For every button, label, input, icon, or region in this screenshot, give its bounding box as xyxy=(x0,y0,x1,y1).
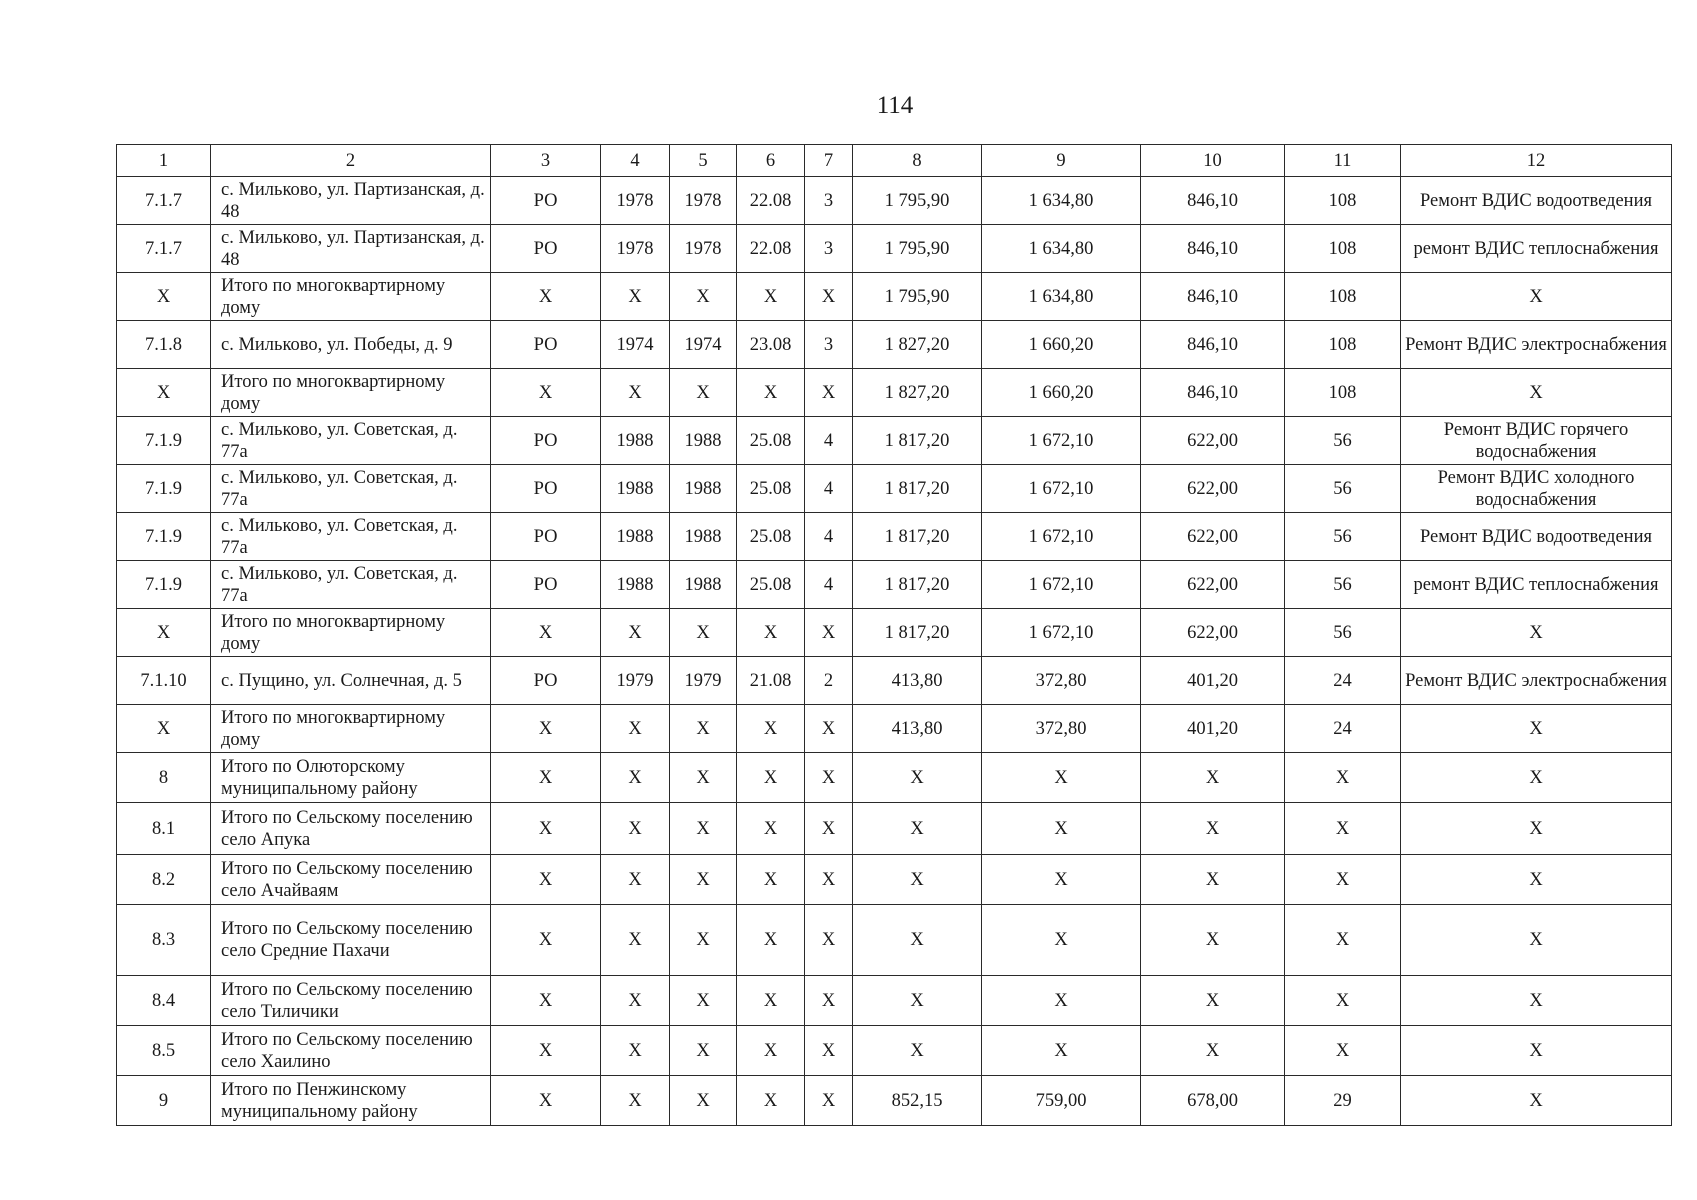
address-cell: Итого по Сельскому поселению село Ачайваям xyxy=(211,855,491,905)
table-cell: X xyxy=(982,1026,1141,1076)
table-cell: 846,10 xyxy=(1141,321,1285,369)
table-cell: 1978 xyxy=(601,225,670,273)
table-cell: 2 xyxy=(805,657,853,705)
table-cell: РО xyxy=(491,513,601,561)
table-row xyxy=(117,657,1672,705)
table-cell: РО xyxy=(491,465,601,513)
table-cell: X xyxy=(601,976,670,1026)
table-cell: X xyxy=(117,273,211,321)
table-cell: РО xyxy=(491,177,601,225)
table-cell: 22.08 xyxy=(737,177,805,225)
table-cell: РО xyxy=(491,657,601,705)
table-cell: X xyxy=(805,753,853,803)
table-cell: 1988 xyxy=(601,561,670,609)
table-cell: РО xyxy=(491,225,601,273)
table-cell: X xyxy=(601,803,670,855)
table-cell: 3 xyxy=(805,321,853,369)
table-cell: 622,00 xyxy=(1141,465,1285,513)
table-cell: X xyxy=(670,705,737,753)
table-cell: 401,20 xyxy=(1141,705,1285,753)
table-cell: 8.2 xyxy=(117,855,211,905)
table-cell: РО xyxy=(491,561,601,609)
header-cell: 10 xyxy=(1141,145,1285,177)
table-cell: 25.08 xyxy=(737,561,805,609)
table-cell: X xyxy=(670,803,737,855)
address-cell: с. Мильково, ул. Советская, д. 77а xyxy=(211,465,491,513)
table-cell: X xyxy=(601,1076,670,1126)
address-cell: Итого по Сельскому поселению село Апука xyxy=(211,803,491,855)
table-cell: 8.3 xyxy=(117,905,211,976)
table-cell: 29 xyxy=(1285,1076,1401,1126)
table-cell: X xyxy=(670,905,737,976)
table-cell: 1 672,10 xyxy=(982,513,1141,561)
table-cell: 1 795,90 xyxy=(853,177,982,225)
table-cell: X xyxy=(805,1076,853,1126)
address-cell: с. Мильково, ул. Победы, д. 9 xyxy=(211,321,491,369)
work-type-cell: X xyxy=(1401,855,1672,905)
table-cell: X xyxy=(491,753,601,803)
work-type-cell: X xyxy=(1401,369,1672,417)
table-cell: 678,00 xyxy=(1141,1076,1285,1126)
table-cell: 1 672,10 xyxy=(982,561,1141,609)
table-cell: X xyxy=(1141,855,1285,905)
table-cell: X xyxy=(1141,1026,1285,1076)
header-cell: 8 xyxy=(853,145,982,177)
header-cell: 7 xyxy=(805,145,853,177)
table-cell: 1 817,20 xyxy=(853,417,982,465)
table-cell: 7.1.9 xyxy=(117,465,211,513)
table-cell: 622,00 xyxy=(1141,609,1285,657)
table-cell: 56 xyxy=(1285,561,1401,609)
table-cell: X xyxy=(805,855,853,905)
table-cell: X xyxy=(670,369,737,417)
table-cell: 8 xyxy=(117,753,211,803)
work-type-cell: X xyxy=(1401,1076,1672,1126)
table-cell: 1974 xyxy=(670,321,737,369)
table-cell: X xyxy=(491,609,601,657)
address-cell: с. Мильково, ул. Советская, д. 77а xyxy=(211,417,491,465)
work-type-cell: X xyxy=(1401,1026,1672,1076)
table-cell: X xyxy=(805,609,853,657)
table-cell: 25.08 xyxy=(737,465,805,513)
table-cell: 8.4 xyxy=(117,976,211,1026)
work-type-cell: X xyxy=(1401,609,1672,657)
table-cell: X xyxy=(670,609,737,657)
column-number-row xyxy=(117,145,1672,177)
header-cell: 1 xyxy=(117,145,211,177)
address-cell: Итого по Пенжинскому муниципальному району xyxy=(211,1076,491,1126)
table-cell: 4 xyxy=(805,513,853,561)
table-cell: X xyxy=(670,1026,737,1076)
table-cell: 7.1.10 xyxy=(117,657,211,705)
table-cell: 622,00 xyxy=(1141,561,1285,609)
header-cell: 12 xyxy=(1401,145,1672,177)
address-cell: с. Мильково, ул. Советская, д. 77а xyxy=(211,513,491,561)
table-cell: X xyxy=(491,1026,601,1076)
table-cell: 622,00 xyxy=(1141,417,1285,465)
table-cell: 1 634,80 xyxy=(982,177,1141,225)
table-cell: X xyxy=(805,905,853,976)
table-cell: 846,10 xyxy=(1141,369,1285,417)
table-cell: 108 xyxy=(1285,321,1401,369)
table-row xyxy=(117,513,1672,561)
table-cell: 1 672,10 xyxy=(982,609,1141,657)
table-row xyxy=(117,803,1672,855)
table-cell: X xyxy=(982,803,1141,855)
table-cell: 23.08 xyxy=(737,321,805,369)
table-row xyxy=(117,225,1672,273)
table-cell: 401,20 xyxy=(1141,657,1285,705)
table-cell: 1988 xyxy=(601,513,670,561)
table-cell: 108 xyxy=(1285,177,1401,225)
work-type-cell: Ремонт ВДИС электроснабжения xyxy=(1401,657,1672,705)
table-cell: 1988 xyxy=(601,417,670,465)
table-cell: 1974 xyxy=(601,321,670,369)
table-cell: 1 827,20 xyxy=(853,369,982,417)
table-cell: X xyxy=(853,905,982,976)
table-cell: 1 672,10 xyxy=(982,465,1141,513)
work-type-cell: Ремонт ВДИС горячего водоснабжения xyxy=(1401,417,1672,465)
table-cell: 1978 xyxy=(670,225,737,273)
table-cell: 108 xyxy=(1285,225,1401,273)
table-cell: 372,80 xyxy=(982,705,1141,753)
table-cell: РО xyxy=(491,321,601,369)
table-cell: 7.1.9 xyxy=(117,561,211,609)
table-cell: 3 xyxy=(805,177,853,225)
table-cell: 4 xyxy=(805,465,853,513)
table-row xyxy=(117,369,1672,417)
table-cell: X xyxy=(1285,905,1401,976)
table-body xyxy=(117,145,1672,1126)
table-row xyxy=(117,1026,1672,1076)
table-cell: X xyxy=(805,273,853,321)
table-cell: 846,10 xyxy=(1141,177,1285,225)
table-cell: X xyxy=(805,705,853,753)
header-cell: 3 xyxy=(491,145,601,177)
table-cell: 1 795,90 xyxy=(853,225,982,273)
table-cell: 7.1.7 xyxy=(117,225,211,273)
table-cell: X xyxy=(601,273,670,321)
table-cell: X xyxy=(491,976,601,1026)
table-cell: 7.1.8 xyxy=(117,321,211,369)
table-cell: X xyxy=(982,753,1141,803)
table-cell: X xyxy=(601,369,670,417)
work-type-cell: Ремонт ВДИС водоотведения xyxy=(1401,177,1672,225)
table-cell: X xyxy=(737,855,805,905)
table-row xyxy=(117,561,1672,609)
table-cell: X xyxy=(1285,803,1401,855)
address-cell: Итого по Сельскому поселению село Средние Пахачи xyxy=(211,905,491,976)
table-cell: X xyxy=(1285,1026,1401,1076)
table-row xyxy=(117,976,1672,1026)
table-cell: X xyxy=(1141,753,1285,803)
table-cell: X xyxy=(853,855,982,905)
table-row xyxy=(117,177,1672,225)
table-cell: X xyxy=(670,1076,737,1126)
table-cell: X xyxy=(982,905,1141,976)
table-cell: X xyxy=(737,1076,805,1126)
table-cell: X xyxy=(805,803,853,855)
table-cell: 1978 xyxy=(601,177,670,225)
table-cell: 4 xyxy=(805,417,853,465)
header-cell: 2 xyxy=(211,145,491,177)
table-cell: 24 xyxy=(1285,705,1401,753)
table-cell: X xyxy=(1285,855,1401,905)
table-cell: X xyxy=(805,976,853,1026)
table-cell: X xyxy=(737,905,805,976)
table-cell: X xyxy=(982,855,1141,905)
address-cell: с. Мильково, ул. Партизанская, д. 48 xyxy=(211,225,491,273)
table-cell: 22.08 xyxy=(737,225,805,273)
work-type-cell: X xyxy=(1401,905,1672,976)
table-cell: 1 817,20 xyxy=(853,561,982,609)
table-row xyxy=(117,273,1672,321)
address-cell: Итого по Сельскому поселению село Хаилино xyxy=(211,1026,491,1076)
table-cell: X xyxy=(491,705,601,753)
table-cell: 3 xyxy=(805,225,853,273)
work-type-cell: X xyxy=(1401,273,1672,321)
table-cell: X xyxy=(805,1026,853,1076)
table-cell: 108 xyxy=(1285,273,1401,321)
table-cell: X xyxy=(1285,753,1401,803)
work-type-cell: ремонт ВДИС теплоснабжения xyxy=(1401,225,1672,273)
table-cell: РО xyxy=(491,417,601,465)
table-cell: 759,00 xyxy=(982,1076,1141,1126)
table-cell: X xyxy=(601,753,670,803)
table-cell: X xyxy=(853,976,982,1026)
work-type-cell: ремонт ВДИС теплоснабжения xyxy=(1401,561,1672,609)
table-row xyxy=(117,321,1672,369)
table-cell: X xyxy=(737,273,805,321)
table-cell: X xyxy=(1141,976,1285,1026)
table-cell: 7.1.9 xyxy=(117,417,211,465)
table-cell: 1 817,20 xyxy=(853,513,982,561)
work-type-cell: X xyxy=(1401,705,1672,753)
table-cell: 1979 xyxy=(601,657,670,705)
table-cell: 1978 xyxy=(670,177,737,225)
table-row xyxy=(117,417,1672,465)
table-cell: 56 xyxy=(1285,609,1401,657)
table-cell: X xyxy=(601,1026,670,1076)
table-cell: 1988 xyxy=(670,561,737,609)
table-cell: X xyxy=(853,753,982,803)
table-cell: 108 xyxy=(1285,369,1401,417)
table-cell: X xyxy=(491,369,601,417)
table-cell: 24 xyxy=(1285,657,1401,705)
address-cell: Итого по многоквартирному дому xyxy=(211,609,491,657)
table-row xyxy=(117,905,1672,976)
work-type-cell: Ремонт ВДИС водоотведения xyxy=(1401,513,1672,561)
table-cell: 372,80 xyxy=(982,657,1141,705)
table-cell: X xyxy=(737,705,805,753)
table-cell: X xyxy=(737,803,805,855)
address-cell: Итого по многоквартирному дому xyxy=(211,369,491,417)
address-cell: Итого по многоквартирному дому xyxy=(211,273,491,321)
table-cell: 846,10 xyxy=(1141,273,1285,321)
table-cell: 1 660,20 xyxy=(982,321,1141,369)
table-cell: X xyxy=(737,753,805,803)
table-row xyxy=(117,609,1672,657)
table-cell: X xyxy=(491,1076,601,1126)
table-cell: 25.08 xyxy=(737,417,805,465)
work-type-cell: X xyxy=(1401,753,1672,803)
housing-repair-table xyxy=(116,144,1672,1126)
table-cell: 1 795,90 xyxy=(853,273,982,321)
table-cell: 852,15 xyxy=(853,1076,982,1126)
table-cell: X xyxy=(853,803,982,855)
table-cell: X xyxy=(982,976,1141,1026)
table-cell: 7.1.7 xyxy=(117,177,211,225)
table-row xyxy=(117,753,1672,803)
table-cell: X xyxy=(737,369,805,417)
header-cell: 5 xyxy=(670,145,737,177)
table-cell: X xyxy=(737,976,805,1026)
table-cell: X xyxy=(117,369,211,417)
table-cell: 1979 xyxy=(670,657,737,705)
table-row xyxy=(117,465,1672,513)
address-cell: с. Мильково, ул. Партизанская, д. 48 xyxy=(211,177,491,225)
work-type-cell: X xyxy=(1401,976,1672,1026)
table-cell: X xyxy=(491,803,601,855)
table-cell: 1988 xyxy=(670,417,737,465)
table-cell: X xyxy=(117,609,211,657)
table-cell: 56 xyxy=(1285,417,1401,465)
table-cell: X xyxy=(601,609,670,657)
table-cell: X xyxy=(601,705,670,753)
table-cell: 622,00 xyxy=(1141,513,1285,561)
table-cell: 4 xyxy=(805,561,853,609)
table-row xyxy=(117,705,1672,753)
page-number: 114 xyxy=(876,92,914,119)
table-cell: X xyxy=(1141,803,1285,855)
header-cell: 11 xyxy=(1285,145,1401,177)
table-cell: 1988 xyxy=(670,465,737,513)
work-type-cell: X xyxy=(1401,803,1672,855)
table-cell: X xyxy=(853,1026,982,1076)
table-cell: 1988 xyxy=(670,513,737,561)
table-cell: 1988 xyxy=(601,465,670,513)
table-cell: X xyxy=(491,273,601,321)
table-cell: 1 634,80 xyxy=(982,225,1141,273)
address-cell: Итого по Сельскому поселению село Тиличики xyxy=(211,976,491,1026)
table-cell: X xyxy=(737,609,805,657)
header-cell: 9 xyxy=(982,145,1141,177)
table-cell: X xyxy=(670,855,737,905)
table-cell: 21.08 xyxy=(737,657,805,705)
table-cell: X xyxy=(491,855,601,905)
table-cell: 8.1 xyxy=(117,803,211,855)
table-cell: 8.5 xyxy=(117,1026,211,1076)
table-cell: 1 827,20 xyxy=(853,321,982,369)
table-cell: X xyxy=(601,855,670,905)
table-cell: X xyxy=(737,1026,805,1076)
table-cell: X xyxy=(805,369,853,417)
address-cell: Итого по Олюторскому муниципальному району xyxy=(211,753,491,803)
header-cell: 6 xyxy=(737,145,805,177)
address-cell: с. Мильково, ул. Советская, д. 77а xyxy=(211,561,491,609)
table-cell: X xyxy=(670,976,737,1026)
table-cell: X xyxy=(117,705,211,753)
table-cell: 9 xyxy=(117,1076,211,1126)
table-cell: 25.08 xyxy=(737,513,805,561)
table-cell: 1 817,20 xyxy=(853,465,982,513)
header-cell: 4 xyxy=(601,145,670,177)
table-cell: X xyxy=(670,753,737,803)
work-type-cell: Ремонт ВДИС электроснабжения xyxy=(1401,321,1672,369)
table-cell: 56 xyxy=(1285,513,1401,561)
table-row xyxy=(117,855,1672,905)
address-cell: Итого по многоквартирному дому xyxy=(211,705,491,753)
table-cell: 413,80 xyxy=(853,657,982,705)
table-cell: X xyxy=(670,273,737,321)
table-cell: X xyxy=(1141,905,1285,976)
table-cell: X xyxy=(491,905,601,976)
table-cell: X xyxy=(1285,976,1401,1026)
table-cell: 56 xyxy=(1285,465,1401,513)
table-cell: 846,10 xyxy=(1141,225,1285,273)
table-row xyxy=(117,1076,1672,1126)
work-type-cell: Ремонт ВДИС холодного водоснабжения xyxy=(1401,465,1672,513)
table-cell: X xyxy=(601,905,670,976)
table-cell: 1 672,10 xyxy=(982,417,1141,465)
table-cell: 413,80 xyxy=(853,705,982,753)
table-cell: 1 660,20 xyxy=(982,369,1141,417)
table-cell: 7.1.9 xyxy=(117,513,211,561)
address-cell: с. Пущино, ул. Солнечная, д. 5 xyxy=(211,657,491,705)
table-cell: 1 817,20 xyxy=(853,609,982,657)
table-cell: 1 634,80 xyxy=(982,273,1141,321)
